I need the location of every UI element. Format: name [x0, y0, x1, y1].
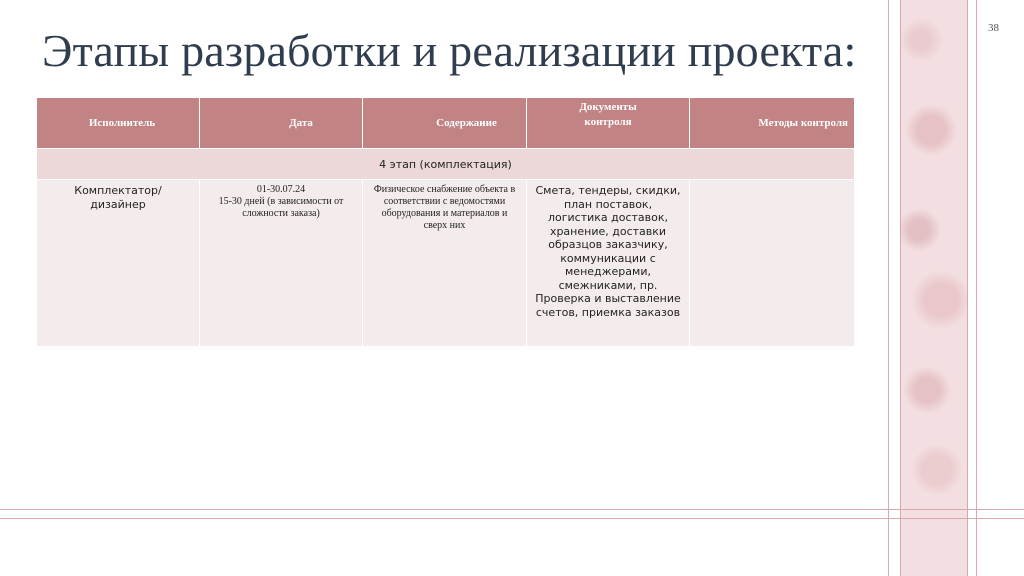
date-range-text: 01-30.07.24 — [256, 184, 306, 195]
content-text: Физическое снабжение объекта в соответствии с ведомостями оборудования и материалов и сверх них — [373, 184, 516, 231]
date-note-text: 15-30 дней (в зависимости от сложности заказа) — [218, 196, 344, 219]
decorative-horizontal-line — [0, 509, 1024, 510]
header-control-documents: Документы контроля — [527, 98, 690, 149]
header-executor: Исполнитель — [37, 98, 200, 149]
stage-label: 4 этап (комплектация) — [37, 149, 855, 180]
cell-date — [200, 180, 363, 347]
table-row — [37, 180, 855, 347]
documents-text: Смета, тендеры, скидки, план поставок, логистика доставок, хранение, доставки образцов заказчику, коммуникации с менеджерами, смежниками, пр. Проверка и выставление счетов, приемка заказов — [535, 184, 681, 319]
stage-row — [37, 149, 855, 180]
project-stages-table — [36, 97, 855, 347]
cell-methods — [690, 180, 855, 347]
table-header-row — [37, 98, 855, 149]
header-content: Содержание — [363, 98, 527, 149]
slide-title: Этапы разработки и реализации проекта: — [42, 25, 857, 76]
cell-content — [363, 180, 527, 347]
decorative-horizontal-line — [0, 518, 1024, 519]
decorative-floral-band — [900, 0, 968, 576]
decorative-vertical-line — [888, 0, 889, 576]
header-date: Дата — [200, 98, 363, 149]
cell-executor — [37, 180, 200, 347]
slide-number: 38 — [988, 22, 999, 34]
cell-documents — [527, 180, 690, 347]
executor-text: Комплектатор/ дизайнер — [74, 184, 162, 211]
decorative-vertical-line — [976, 0, 977, 576]
header-control-methods: Методы контроля — [690, 98, 855, 149]
